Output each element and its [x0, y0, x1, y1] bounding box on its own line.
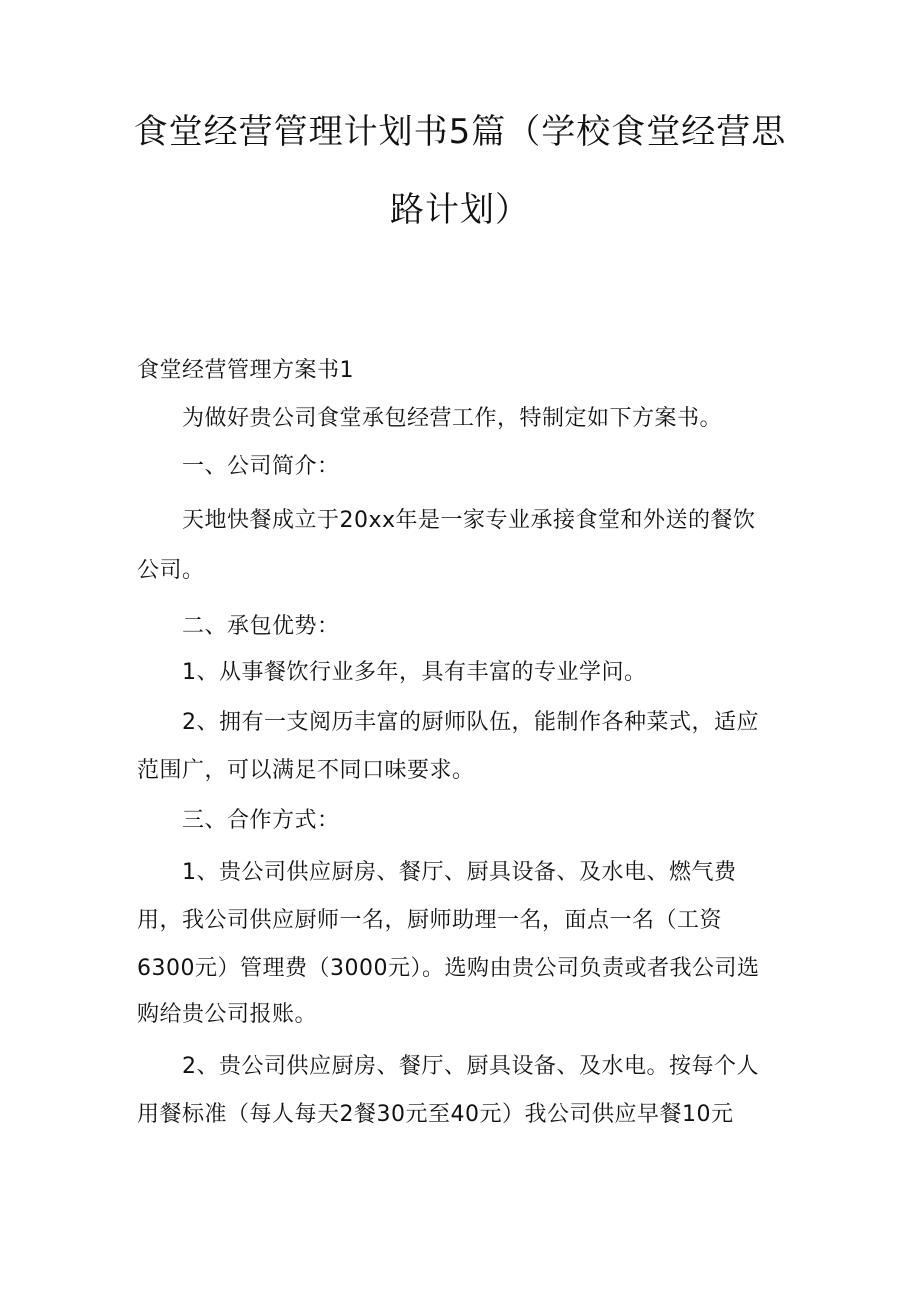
paragraph-line: 天地快餐成立于20xx年是一家专业承接食堂和外送的餐饮 [137, 508, 756, 533]
paragraph-line: 2、贵公司供应厨房、餐厅、厨具设备、及水电。按每个人 [137, 1054, 759, 1079]
paragraph-line: 范围广，可以满足不同口味要求。 [137, 758, 475, 783]
section-heading: 食堂经营管理方案书1 [137, 358, 354, 383]
paragraph-line: 用，我公司供应厨师一名，厨师助理一名，面点一名（工资 [137, 908, 723, 933]
paragraph-line: 1、贵公司供应厨房、餐厅、厨具设备、及水电、燃气费 [137, 860, 737, 885]
paragraph-line: 2、拥有一支阅历丰富的厨师队伍，能制作各种菜式，适应 [137, 710, 759, 735]
paragraph-line: 为做好贵公司食堂承包经营工作，特制定如下方案书。 [137, 406, 723, 431]
subheading-advantages: 二、承包优势： [137, 614, 340, 639]
paragraph-line: 6300元）管理费（3000元）。选购由贵公司负责或者我公司选 [137, 956, 760, 981]
paragraph-line: 1、从事餐饮行业多年，具有丰富的专业学问。 [137, 660, 647, 685]
document-title-line-1: 食堂经营管理计划书5篇（学校食堂经营思 [133, 112, 787, 152]
paragraph-line: 购给贵公司报账。 [137, 1002, 318, 1027]
paragraph-line: 公司。 [137, 558, 205, 583]
subheading-company-intro: 一、公司简介： [137, 454, 340, 479]
paragraph-line: 用餐标准（每人每天2餐30元至40元）我公司供应早餐10元 [137, 1102, 734, 1127]
document-title-line-2: 路计划） [390, 190, 530, 230]
subheading-cooperation: 三、合作方式： [137, 808, 340, 833]
